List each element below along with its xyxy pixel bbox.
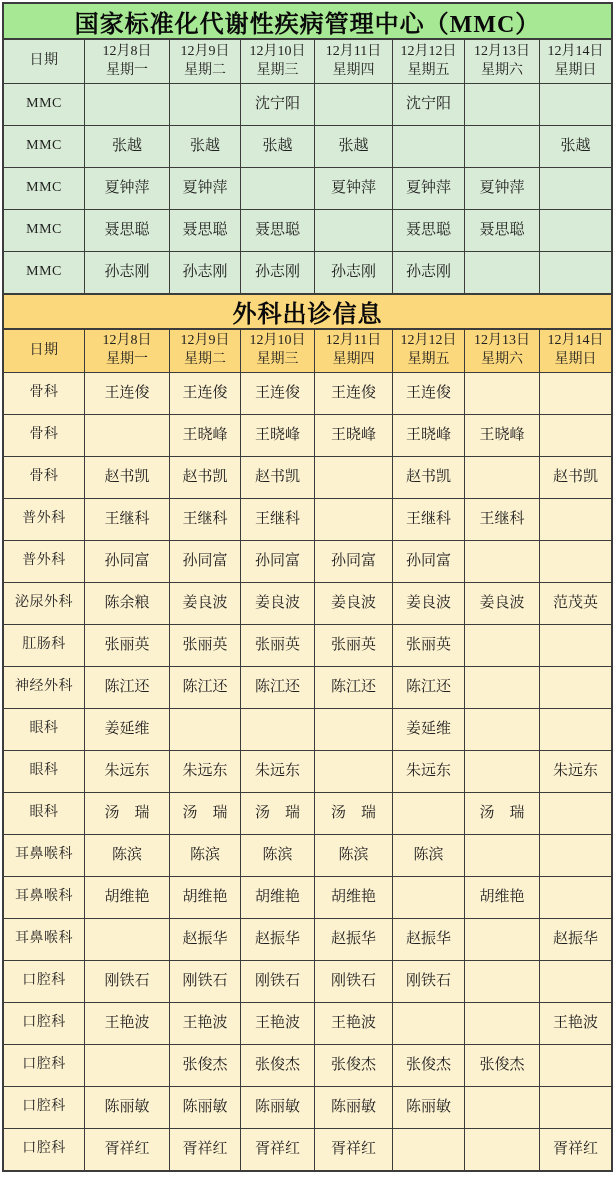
schedule-cell-mon: 聂思聪 — [84, 210, 169, 251]
schedule-cell-wed: 刚铁石 — [240, 961, 314, 1002]
schedule-cell-sat: 王继科 — [464, 499, 539, 540]
date-header-cell — [169, 330, 240, 372]
schedule-cell-wed: 陈丽敏 — [240, 1087, 314, 1128]
date-header-cell — [240, 330, 314, 372]
schedule-cell-sun — [539, 625, 611, 666]
schedule-cell-sat: 夏钟萍 — [464, 168, 539, 209]
schedule-cell-mon: 陈滨 — [84, 835, 169, 876]
schedule-cell-mon: 王继科 — [84, 499, 169, 540]
mmc-schedule-row — [4, 251, 611, 293]
schedule-cell-fri — [392, 1129, 464, 1170]
schedule-cell-tue: 汤 瑞 — [169, 793, 240, 834]
date-header-cell — [539, 330, 611, 372]
date-header-cell — [314, 330, 392, 372]
date-header-cell — [169, 40, 240, 83]
mmc-schedule-row — [4, 167, 611, 209]
schedule-cell-fri: 王继科 — [392, 499, 464, 540]
schedule-cell-thu: 姜良波 — [314, 583, 392, 624]
schedule-cell-sun — [539, 541, 611, 582]
schedule-cell-fri — [392, 793, 464, 834]
schedule-cell-sun: 朱远东 — [539, 751, 611, 792]
schedule-cell-fri: 朱远东 — [392, 751, 464, 792]
schedule-cell-mon: 赵书凯 — [84, 457, 169, 498]
schedule-cell-wed: 赵书凯 — [240, 457, 314, 498]
schedule-cell-sat — [464, 667, 539, 708]
surgery-schedule-row — [4, 414, 611, 456]
schedule-cell-sun — [539, 84, 611, 125]
schedule-cell-mon: 张丽英 — [84, 625, 169, 666]
date-text: 12月11日 — [325, 43, 382, 59]
schedule-cell-tue: 刚铁石 — [169, 961, 240, 1002]
date-text: 12月12日 — [400, 333, 457, 349]
surgery-schedule-row — [4, 666, 611, 708]
surgery-schedule-row — [4, 708, 611, 750]
schedule-cell-sun — [539, 252, 611, 293]
schedule-cell-mon — [84, 1045, 169, 1086]
mmc-schedule-row — [4, 209, 611, 251]
date-header-cell — [314, 40, 392, 83]
schedule-cell-sun — [539, 499, 611, 540]
schedule-cell-thu: 汤 瑞 — [314, 793, 392, 834]
department-label: 普外科 — [4, 541, 84, 582]
schedule-cell-sun: 胥祥红 — [539, 1129, 611, 1170]
schedule-cell-wed: 陈江还 — [240, 667, 314, 708]
date-header-cell — [240, 40, 314, 83]
schedule-cell-sat — [464, 252, 539, 293]
date-header-cell — [84, 40, 169, 83]
schedule-cell-sun — [539, 667, 611, 708]
schedule-cell-fri: 赵书凯 — [392, 457, 464, 498]
schedule-cell-mon: 王连俊 — [84, 373, 169, 414]
department-label: MMC — [4, 126, 84, 167]
schedule-cell-sat — [464, 457, 539, 498]
department-label: MMC — [4, 210, 84, 251]
date-text: 12月9日 — [180, 333, 230, 349]
department-label: 骨科 — [4, 415, 84, 456]
schedule-cell-tue: 胥祥红 — [169, 1129, 240, 1170]
schedule-cell-sat — [464, 961, 539, 1002]
schedule-cell-mon: 陈江还 — [84, 667, 169, 708]
weekday-text: 星期日 — [554, 352, 597, 367]
schedule-cell-fri: 张俊杰 — [392, 1045, 464, 1086]
schedule-cell-sun — [539, 877, 611, 918]
department-label: MMC — [4, 252, 84, 293]
surgery-schedule-row — [4, 918, 611, 960]
schedule-cell-wed: 孙同富 — [240, 541, 314, 582]
schedule-cell-mon — [84, 919, 169, 960]
schedule-cell-sun: 赵书凯 — [539, 457, 611, 498]
schedule-cell-mon: 朱远东 — [84, 751, 169, 792]
department-label: 耳鼻喉科 — [4, 877, 84, 918]
schedule-cell-fri: 孙同富 — [392, 541, 464, 582]
schedule-cell-tue: 王晓峰 — [169, 415, 240, 456]
schedule-cell-sun — [539, 1087, 611, 1128]
schedule-cell-sun: 范茂英 — [539, 583, 611, 624]
schedule-cell-wed: 陈滨 — [240, 835, 314, 876]
date-text: 12月8日 — [102, 333, 152, 349]
date-text: 12月8日 — [102, 43, 152, 59]
schedule-cell-fri: 孙志刚 — [392, 252, 464, 293]
date-text: 12月9日 — [180, 43, 230, 59]
surgery-schedule-row — [4, 1002, 611, 1044]
surgery-schedule-row — [4, 372, 611, 414]
schedule-cell-sat: 姜良波 — [464, 583, 539, 624]
date-text: 12月10日 — [249, 43, 306, 59]
schedule-cell-sun: 张越 — [539, 126, 611, 167]
mmc-section-title: 国家标准化代谢性疾病管理中心（MMC） — [4, 4, 611, 40]
schedule-cell-tue: 聂思聪 — [169, 210, 240, 251]
schedule-cell-sun — [539, 793, 611, 834]
schedule-cell-thu: 夏钟萍 — [314, 168, 392, 209]
surgery-schedule-row — [4, 960, 611, 1002]
department-label: 眼科 — [4, 793, 84, 834]
department-label: 泌尿外科 — [4, 583, 84, 624]
schedule-cell-tue: 姜良波 — [169, 583, 240, 624]
schedule-cell-wed: 汤 瑞 — [240, 793, 314, 834]
weekday-text: 星期一 — [106, 352, 148, 367]
schedule-cell-sat: 胡维艳 — [464, 877, 539, 918]
schedule-cell-sun — [539, 373, 611, 414]
schedule-cell-sat — [464, 709, 539, 750]
date-header-cell — [464, 40, 539, 83]
schedule-cell-sun — [539, 168, 611, 209]
department-label: 耳鼻喉科 — [4, 835, 84, 876]
schedule-cell-thu: 陈丽敏 — [314, 1087, 392, 1128]
schedule-cell-sun — [539, 415, 611, 456]
schedule-cell-thu: 陈江还 — [314, 667, 392, 708]
schedule-cell-fri: 赵振华 — [392, 919, 464, 960]
weekday-text: 星期五 — [407, 352, 450, 367]
schedule-cell-thu: 孙同富 — [314, 541, 392, 582]
schedule-cell-wed — [240, 168, 314, 209]
date-header-cell — [392, 40, 464, 83]
schedule-cell-fri — [392, 877, 464, 918]
date-header-cell — [84, 330, 169, 372]
schedule-cell-tue: 夏钟萍 — [169, 168, 240, 209]
schedule-cell-wed: 胥祥红 — [240, 1129, 314, 1170]
schedule-cell-tue: 张丽英 — [169, 625, 240, 666]
schedule-cell-sat — [464, 625, 539, 666]
schedule-cell-sun: 王艳波 — [539, 1003, 611, 1044]
schedule-cell-sun — [539, 961, 611, 1002]
department-label: 口腔科 — [4, 1087, 84, 1128]
department-label: 普外科 — [4, 499, 84, 540]
schedule-cell-wed: 姜良波 — [240, 583, 314, 624]
surgery-schedule-row — [4, 792, 611, 834]
department-label: 口腔科 — [4, 1129, 84, 1170]
schedule-cell-sat — [464, 919, 539, 960]
surgery-date-header-row — [4, 330, 611, 372]
schedule-cell-wed: 王晓峰 — [240, 415, 314, 456]
schedule-cell-fri: 陈江还 — [392, 667, 464, 708]
schedule-cell-wed: 王继科 — [240, 499, 314, 540]
schedule-cell-mon: 孙同富 — [84, 541, 169, 582]
schedule-cell-thu — [314, 751, 392, 792]
weekday-text: 星期六 — [481, 352, 523, 367]
schedule-cell-fri: 王晓峰 — [392, 415, 464, 456]
schedule-cell-sat — [464, 751, 539, 792]
date-text: 12月13日 — [474, 333, 530, 349]
schedule-cell-wed: 张俊杰 — [240, 1045, 314, 1086]
schedule-cell-sat — [464, 1087, 539, 1128]
schedule-cell-mon: 张越 — [84, 126, 169, 167]
schedule-cell-mon: 陈余粮 — [84, 583, 169, 624]
schedule-cell-tue: 张越 — [169, 126, 240, 167]
mmc-schedule-row — [4, 125, 611, 167]
schedule-cell-sun — [539, 210, 611, 251]
schedule-cell-mon: 胥祥红 — [84, 1129, 169, 1170]
schedule-cell-tue: 胡维艳 — [169, 877, 240, 918]
department-label: 口腔科 — [4, 1003, 84, 1044]
schedule-cell-tue: 赵振华 — [169, 919, 240, 960]
schedule-cell-mon — [84, 84, 169, 125]
schedule-cell-mon: 夏钟萍 — [84, 168, 169, 209]
schedule-cell-mon: 胡维艳 — [84, 877, 169, 918]
date-column-label: 日期 — [4, 40, 84, 83]
schedule-cell-tue: 张俊杰 — [169, 1045, 240, 1086]
schedule-cell-wed: 王艳波 — [240, 1003, 314, 1044]
date-column-label: 日期 — [4, 330, 84, 372]
department-label: 肛肠科 — [4, 625, 84, 666]
schedule-cell-sat — [464, 541, 539, 582]
schedule-cell-fri: 刚铁石 — [392, 961, 464, 1002]
schedule-cell-sun: 赵振华 — [539, 919, 611, 960]
schedule-cell-sat: 汤 瑞 — [464, 793, 539, 834]
weekday-text: 星期二 — [184, 352, 226, 367]
date-text: 12月10日 — [249, 333, 306, 349]
weekday-text: 星期三 — [256, 62, 299, 78]
schedule-cell-tue: 王连俊 — [169, 373, 240, 414]
schedule-cell-wed: 王连俊 — [240, 373, 314, 414]
mmc-date-header-row — [4, 40, 611, 83]
schedule-cell-tue: 王继科 — [169, 499, 240, 540]
weekday-text: 星期三 — [256, 352, 299, 367]
schedule-cell-sat — [464, 126, 539, 167]
schedule-cell-thu — [314, 210, 392, 251]
surgery-schedule-row — [4, 582, 611, 624]
schedule-cell-thu: 胡维艳 — [314, 877, 392, 918]
date-text: 12月11日 — [325, 333, 382, 349]
schedule-cell-tue: 孙志刚 — [169, 252, 240, 293]
weekday-text: 星期二 — [184, 62, 226, 78]
schedule-cell-thu: 张越 — [314, 126, 392, 167]
schedule-cell-sat: 张俊杰 — [464, 1045, 539, 1086]
schedule-cell-tue — [169, 84, 240, 125]
surgery-schedule-row — [4, 624, 611, 666]
schedule-cell-tue — [169, 709, 240, 750]
schedule-cell-sat — [464, 1003, 539, 1044]
surgery-section-title: 外科出诊信息 — [4, 295, 611, 330]
schedule-cell-wed: 聂思聪 — [240, 210, 314, 251]
date-header-cell — [539, 40, 611, 83]
surgery-schedule-row — [4, 876, 611, 918]
schedule-cell-thu — [314, 499, 392, 540]
schedule-cell-thu — [314, 457, 392, 498]
weekday-text: 星期四 — [332, 352, 375, 367]
date-header-cell — [464, 330, 539, 372]
schedule-cell-fri: 聂思聪 — [392, 210, 464, 251]
department-label: 骨科 — [4, 457, 84, 498]
schedule-cell-mon: 陈丽敏 — [84, 1087, 169, 1128]
weekday-text: 星期五 — [407, 62, 450, 78]
department-label: 眼科 — [4, 751, 84, 792]
department-label: 神经外科 — [4, 667, 84, 708]
date-text: 12月14日 — [547, 43, 604, 59]
surgery-schedule-row — [4, 1128, 611, 1170]
schedule-cell-fri — [392, 126, 464, 167]
schedule-cell-wed: 朱远东 — [240, 751, 314, 792]
schedule-cell-sat — [464, 84, 539, 125]
surgery-schedule-row — [4, 1044, 611, 1086]
department-label: 口腔科 — [4, 961, 84, 1002]
schedule-cell-fri: 张丽英 — [392, 625, 464, 666]
surgery-schedule-row — [4, 834, 611, 876]
weekday-text: 星期一 — [106, 62, 148, 78]
schedule-cell-tue: 赵书凯 — [169, 457, 240, 498]
schedule-cell-mon: 王艳波 — [84, 1003, 169, 1044]
schedule-cell-tue: 陈江还 — [169, 667, 240, 708]
schedule-cell-fri: 沈宁阳 — [392, 84, 464, 125]
department-label: MMC — [4, 84, 84, 125]
weekday-text: 星期六 — [481, 62, 523, 78]
schedule-cell-sun — [539, 835, 611, 876]
schedule-cell-thu: 孙志刚 — [314, 252, 392, 293]
schedule-cell-fri: 姜良波 — [392, 583, 464, 624]
schedule-cell-thu: 王连俊 — [314, 373, 392, 414]
date-header-cell — [392, 330, 464, 372]
surgery-schedule-row — [4, 540, 611, 582]
schedule-cell-tue: 王艳波 — [169, 1003, 240, 1044]
schedule-cell-sat — [464, 1129, 539, 1170]
schedule-cell-thu — [314, 84, 392, 125]
schedule-cell-sat — [464, 835, 539, 876]
department-label: 耳鼻喉科 — [4, 919, 84, 960]
schedule-cell-wed: 孙志刚 — [240, 252, 314, 293]
schedule-cell-wed: 张丽英 — [240, 625, 314, 666]
schedule-cell-tue: 朱远东 — [169, 751, 240, 792]
schedule-cell-mon — [84, 415, 169, 456]
schedule-cell-mon: 汤 瑞 — [84, 793, 169, 834]
department-label: MMC — [4, 168, 84, 209]
schedule-cell-fri: 陈滨 — [392, 835, 464, 876]
weekday-text: 星期四 — [332, 62, 375, 78]
schedule-cell-fri — [392, 1003, 464, 1044]
schedule-cell-tue: 孙同富 — [169, 541, 240, 582]
schedule-cell-mon: 孙志刚 — [84, 252, 169, 293]
schedule-cell-mon: 刚铁石 — [84, 961, 169, 1002]
schedule-cell-wed — [240, 709, 314, 750]
schedule-cell-mon: 姜延维 — [84, 709, 169, 750]
mmc-schedule-row — [4, 83, 611, 125]
schedule-cell-wed: 张越 — [240, 126, 314, 167]
date-text: 12月14日 — [547, 333, 604, 349]
surgery-schedule-row — [4, 750, 611, 792]
mmc-section — [2, 2, 613, 295]
schedule-cell-fri: 夏钟萍 — [392, 168, 464, 209]
schedule-cell-thu: 胥祥红 — [314, 1129, 392, 1170]
schedule-cell-thu: 王艳波 — [314, 1003, 392, 1044]
schedule-cell-fri: 王连俊 — [392, 373, 464, 414]
surgery-schedule-row — [4, 1086, 611, 1128]
schedule-cell-wed: 胡维艳 — [240, 877, 314, 918]
schedule-cell-tue: 陈丽敏 — [169, 1087, 240, 1128]
schedule-cell-sun — [539, 709, 611, 750]
department-label: 口腔科 — [4, 1045, 84, 1086]
weekday-text: 星期日 — [554, 62, 597, 78]
schedule-cell-thu: 张丽英 — [314, 625, 392, 666]
date-text: 12月13日 — [474, 43, 530, 59]
schedule-cell-thu: 刚铁石 — [314, 961, 392, 1002]
schedule-cell-sat — [464, 373, 539, 414]
schedule-cell-wed: 沈宁阳 — [240, 84, 314, 125]
surgery-schedule-row — [4, 498, 611, 540]
department-label: 骨科 — [4, 373, 84, 414]
schedule-cell-sat: 王晓峰 — [464, 415, 539, 456]
schedule-cell-wed: 赵振华 — [240, 919, 314, 960]
date-text: 12月12日 — [400, 43, 457, 59]
schedule-cell-thu: 张俊杰 — [314, 1045, 392, 1086]
schedule-cell-thu: 王晓峰 — [314, 415, 392, 456]
schedule-cell-sun — [539, 1045, 611, 1086]
surgery-section — [2, 295, 613, 1172]
surgery-schedule-row — [4, 456, 611, 498]
schedule-cell-thu: 赵振华 — [314, 919, 392, 960]
department-label: 眼科 — [4, 709, 84, 750]
schedule-cell-sat: 聂思聪 — [464, 210, 539, 251]
schedule-cell-fri: 姜延维 — [392, 709, 464, 750]
schedule-cell-fri: 陈丽敏 — [392, 1087, 464, 1128]
schedule-cell-tue: 陈滨 — [169, 835, 240, 876]
schedule-cell-thu: 陈滨 — [314, 835, 392, 876]
schedule-cell-thu — [314, 709, 392, 750]
